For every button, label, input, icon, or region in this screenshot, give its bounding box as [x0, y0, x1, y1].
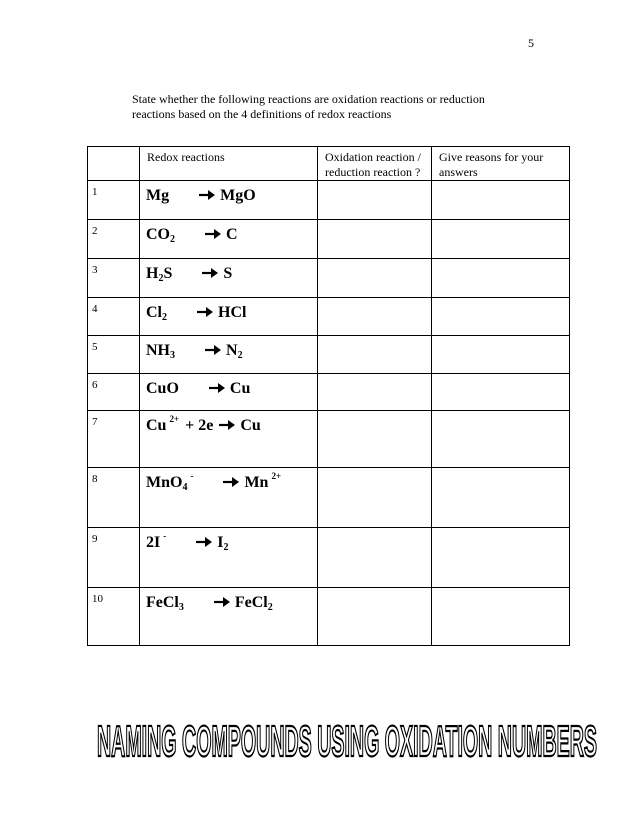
title-text: NAMING COMPOUNDS USING OXIDATION NUMBERS [97, 717, 597, 762]
reaction-cell [140, 259, 318, 298]
oxidation-or-reduction-answer-cell[interactable] [318, 468, 432, 528]
reaction-arrow [199, 186, 215, 206]
row-number: 2 [88, 220, 140, 259]
reaction-equation [146, 342, 243, 359]
reaction-arrow [202, 264, 218, 284]
oxidation-or-reduction-answer-cell[interactable] [318, 528, 432, 588]
reaction-equation [146, 594, 273, 611]
reasons-answer-cell[interactable] [432, 259, 570, 298]
reaction-equation [146, 304, 246, 321]
product: MgO [220, 187, 256, 204]
reaction-cell [140, 181, 318, 220]
header-reasons [432, 147, 570, 181]
arrow-icon [197, 306, 213, 318]
product: I [217, 534, 224, 551]
arrow-icon [219, 419, 235, 431]
reactant-superscript: - [190, 471, 194, 481]
reaction-arrow [205, 225, 221, 245]
reactant: MnO [146, 474, 183, 491]
reaction-equation [146, 531, 229, 553]
reaction-arrow [223, 473, 239, 493]
reactant: NH [146, 342, 170, 359]
arrow-icon [202, 267, 218, 279]
reaction-cell [140, 468, 318, 528]
table-row [88, 220, 570, 259]
reactant-subscript: 2 [170, 234, 175, 245]
header-redox-reactions [140, 147, 318, 181]
header-oxidation-line-2: reduction reaction ? [325, 165, 421, 179]
table-row [88, 411, 570, 468]
row-number: 5 [88, 336, 140, 374]
table-row [88, 528, 570, 588]
header-reasons-line-1: Give reasons for your [439, 150, 544, 164]
reactant: Cl [146, 304, 162, 321]
product: N [226, 342, 238, 359]
reasons-answer-cell[interactable] [432, 220, 570, 259]
naming-compounds-title [94, 712, 600, 762]
instructions-line-2: reactions based on the 4 definitions of redox reactions [132, 107, 392, 121]
arrow-icon [199, 189, 215, 201]
oxidation-or-reduction-answer-cell[interactable] [318, 259, 432, 298]
header-number-cell [88, 147, 140, 181]
page-number: 5 [528, 36, 534, 50]
product: HCl [218, 304, 247, 321]
reasons-answer-cell[interactable] [432, 181, 570, 220]
row-number: 7 [88, 411, 140, 468]
reactant: Mg [146, 187, 170, 204]
row-number: 10 [88, 588, 140, 646]
reactant-subscript: 2 [162, 312, 167, 323]
table-row [88, 298, 570, 336]
reactant-superscript: - [163, 531, 167, 541]
oxidation-or-reduction-answer-cell[interactable] [318, 374, 432, 411]
reactant: CuO [146, 380, 179, 397]
arrow-icon [209, 382, 225, 394]
reactant-subscript: 4 [182, 482, 188, 493]
title-outline-art [94, 712, 600, 762]
oxidation-or-reduction-answer-cell[interactable] [318, 181, 432, 220]
reaction-cell [140, 298, 318, 336]
table-header-row [88, 147, 570, 181]
reaction-cell [140, 220, 318, 259]
product: Mn [244, 474, 269, 491]
table-row [88, 181, 570, 220]
reactant: 2I [146, 534, 161, 551]
product: S [223, 265, 233, 282]
reactant-subscript: 2 [158, 273, 164, 284]
reactant: H [146, 265, 159, 282]
reasons-answer-cell[interactable] [432, 374, 570, 411]
reasons-answer-cell[interactable] [432, 298, 570, 336]
row-number: 1 [88, 181, 140, 220]
reaction-equation [146, 380, 250, 397]
table-row [88, 374, 570, 411]
reaction-equation [146, 187, 256, 204]
reaction-cell [140, 411, 318, 468]
instructions-line-1: State whether the following reactions are oxidation reactions or reduction [132, 92, 485, 106]
reaction-equation [146, 226, 238, 243]
product-subscript: 2 [223, 542, 229, 553]
product-subscript: 2 [237, 350, 243, 361]
reactant: FeCl [146, 594, 179, 611]
redox-reactions-table [87, 146, 570, 646]
reaction-arrow [196, 533, 212, 553]
reactant-subscript: 3 [170, 350, 175, 361]
reaction-cell [140, 528, 318, 588]
reactant: CO [146, 226, 170, 243]
reaction-arrow [214, 593, 230, 613]
oxidation-or-reduction-answer-cell[interactable] [318, 336, 432, 374]
table-row [88, 336, 570, 374]
row-number: 8 [88, 468, 140, 528]
header-oxidation-or-reduction [318, 147, 432, 181]
arrow-icon [196, 536, 212, 548]
reactant-subscript: 3 [178, 602, 184, 613]
arrow-icon [214, 596, 230, 608]
oxidation-or-reduction-answer-cell[interactable] [318, 411, 432, 468]
row-number: 6 [88, 374, 140, 411]
reaction-equation [146, 414, 261, 434]
arrow-icon [205, 344, 221, 356]
reasons-answer-cell[interactable] [432, 336, 570, 374]
reactant-tail: S [163, 265, 173, 282]
reasons-answer-cell[interactable] [432, 468, 570, 528]
arrow-icon [205, 228, 221, 240]
reactant-superscript: 2+ [169, 414, 180, 424]
header-oxidation-line-1: Oxidation reaction / [325, 150, 421, 164]
product-superscript: 2+ [271, 471, 282, 481]
row-number: 9 [88, 528, 140, 588]
reaction-equation [146, 471, 282, 493]
reactant-extra: + 2e [185, 417, 214, 434]
reaction-cell [140, 588, 318, 646]
reaction-cell [140, 374, 318, 411]
reaction-arrow [205, 341, 221, 361]
reasons-answer-cell[interactable] [432, 411, 570, 468]
row-number: 4 [88, 298, 140, 336]
table-row [88, 588, 570, 646]
table-row [88, 468, 570, 528]
table-row [88, 259, 570, 298]
header-reasons-line-2: answers [439, 165, 478, 179]
oxidation-or-reduction-answer-cell[interactable] [318, 298, 432, 336]
reasons-answer-cell[interactable] [432, 588, 570, 646]
product: Cu [240, 417, 261, 434]
oxidation-or-reduction-answer-cell[interactable] [318, 220, 432, 259]
row-number: 3 [88, 259, 140, 298]
reasons-answer-cell[interactable] [432, 528, 570, 588]
product: Cu [229, 380, 251, 397]
reaction-arrow [219, 416, 235, 436]
product-subscript: 2 [267, 602, 273, 613]
product: FeCl [234, 594, 268, 611]
reaction-equation [146, 265, 232, 282]
oxidation-or-reduction-answer-cell[interactable] [318, 588, 432, 646]
reaction-arrow [197, 303, 213, 323]
reaction-cell [140, 336, 318, 374]
header-redox-reactions-label: Redox reactions [147, 150, 225, 164]
reaction-arrow [209, 379, 225, 399]
reactant: Cu [146, 417, 167, 434]
arrow-icon [223, 476, 239, 488]
product: C [226, 226, 238, 243]
instructions [132, 92, 485, 122]
